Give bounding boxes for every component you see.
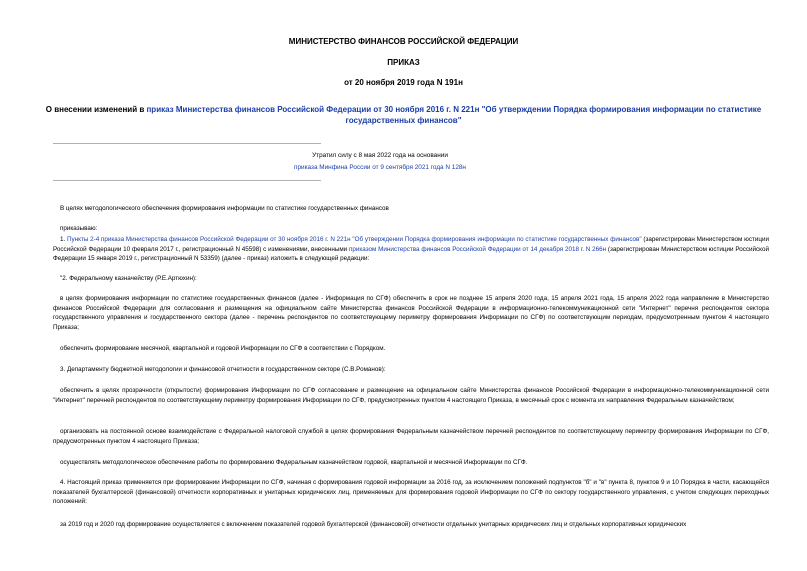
paragraph-item-3-c: осуществлять методологическое обеспечение работы по формированию Федеральным казначейством годовой, квартальной и месячной Информации по СГФ.: [60, 459, 528, 466]
paragraph-intro: В целях методологического обеспечения формирования информации по статистике государственных финансов: [60, 205, 389, 212]
item-1-text-b: (зарегистрирован Министерством юстиции Российской Федерации 15 января 2019 г., регистрационный N 53359) (далее - приказ) изложить в следующей редакции:: [53, 245, 769, 263]
paragraph-item-3-a: обеспечить в целях прозрачности (открытости) формирования Информации по СГФ согласование и размещение на официальном сайте Министерства финансов Российской Федерации в информационно-телекоммуникационной сети "Интернет" перечней респондентов по соответствующему периметру формирования Информации по СГФ, предусмотренных пунктом 4 настоящего Приказа, в месячный срок с момента их направления Федеральным казначейством;: [53, 387, 769, 404]
item-1-number: 1.: [60, 236, 68, 243]
document-type: ПРИКАЗ: [387, 58, 420, 67]
paragraph-item-2-a: в целях формирования информации по статистике государственных финансов (далее - Информация по СГФ) обеспечить в срок не позднее 15 апреля 2020 года, 15 апреля 2021 года, 15 апреля 2022 года направление в Министерство финансов Российской Федерации для согласования и размещения на официальном сайте Министерства финансов Российской Федерации в информационно-телекоммуникационной сети "Интернет" перечня респондентов сектора государственного управления и государственного сектора (далее - перечень респондентов по соответствующему периметру формирования Информации по СГФ) по соответствующим периодам, предусмотренным пунктом 4 настоящего Приказа;: [53, 295, 769, 331]
status-note-link[interactable]: приказа Минфина России от 9 сентября 2021 года N 128н: [294, 164, 466, 171]
status-note: [220, 151, 540, 173]
item-1-link-order-266n[interactable]: приказом Министерства финансов Российской Федерации от 14 декабря 2018 г. N 266н: [349, 245, 607, 253]
paragraph-item-1: [53, 235, 769, 264]
paragraph-item-2: "2. Федеральному казначейству (Р.Е.Артюхин):: [60, 275, 197, 282]
paragraph-item-4: 4. Настоящий приказ применяется при формировании Информации по СГФ, начиная с формирования годовой информации за 2016 год, за исключением положений подпунктов "б" и "в" пункта 8, пунктов 9 и 10 Порядка в части, касающейся показателей бухгалтерской (финансовой) отчетности корпоративных и унитарных юридических лиц, применяемых для формирования годовой Информации по СГФ по сектору государственного управления, с учетом следующих переходных положений:: [53, 479, 769, 506]
ministry-heading: МИНИСТЕРСТВО ФИНАНСОВ РОССИЙСКОЙ ФЕДЕРАЦИИ: [288, 37, 519, 46]
separator-top: [53, 143, 321, 144]
paragraph-order: приказываю:: [60, 225, 98, 232]
separator-bottom: [53, 180, 321, 181]
item-1-text-a: (зарегистрирован Министерством юстиции Российской Федерации 10 февраля 2017 г., регистрационный N 45598) с изменениями, внесенными: [53, 236, 769, 253]
paragraph-item-3-b: организовать на постоянной основе взаимодействие с Федеральной налоговой службой в целях формирования Федеральным казначейством перечней респондентов по соответствующему периметру формирования Информации по СГФ, предусмотренных пунктом 4 настоящего Приказа;: [53, 428, 769, 445]
status-note-text: Утратил силу с 8 мая 2022 года на основании: [312, 152, 448, 159]
title-link[interactable]: приказ Министерства финансов Российской Федерации от 30 ноября 2016 г. N 221н "Об утверждении Порядка формирования информации по статистике государственных финансов": [146, 105, 762, 125]
document-title: [40, 104, 767, 126]
item-1-link-order-221n[interactable]: Пункты 2-4 приказа Министерства финансов Российской Федерации от 30 ноября 2016 г. N 221н "Об утверждении Порядка формирования информации по статистике государственных финансов": [67, 236, 642, 243]
paragraph-item-2-b: обеспечить формирование месячной, квартальной и годовой Информации по СГФ в соответствии с Порядком.: [60, 345, 386, 352]
paragraph-item-4-a: за 2019 год и 2020 год формирование осуществляется с включением показателей годовой бухгалтерской (финансовой) отчетности отдельных унитарных юридических лиц и отдельных корпоративных юридических: [60, 521, 687, 528]
document-date-number: от 20 ноября 2019 года N 191н: [344, 78, 463, 87]
paragraph-item-3: 3. Департаменту бюджетной методологии и финансовой отчетности в государственном секторе (С.В.Романов):: [60, 366, 386, 373]
title-prefix: О внесении изменений в: [45, 105, 147, 114]
